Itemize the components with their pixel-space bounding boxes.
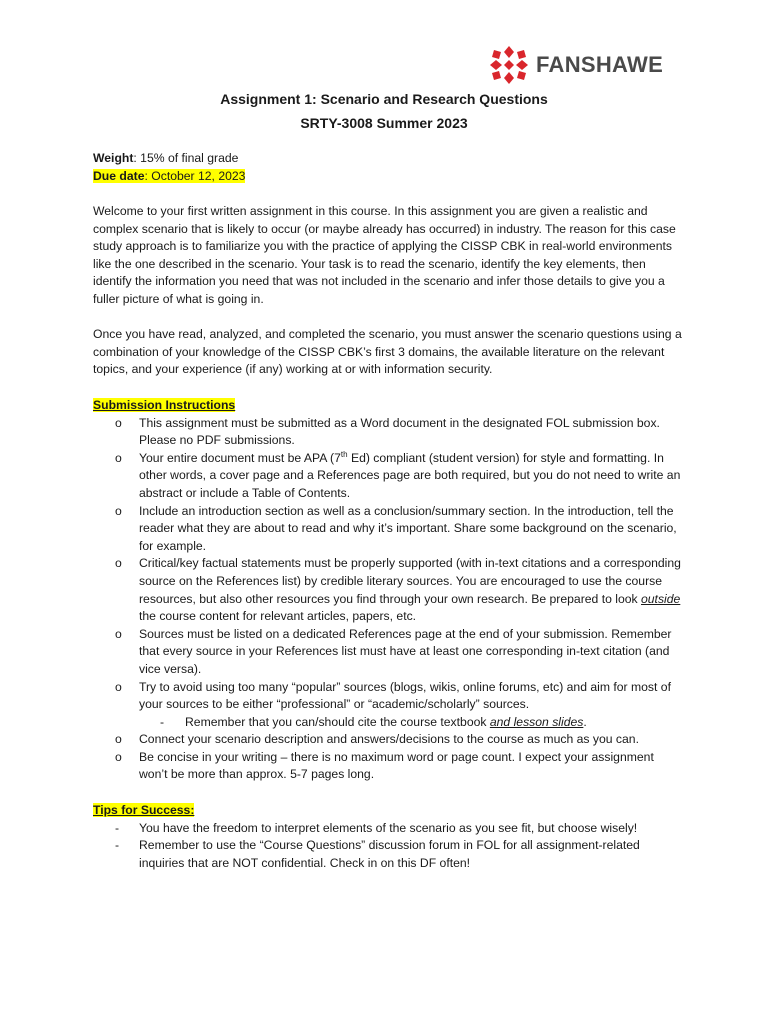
fanshawe-logo-icon bbox=[488, 44, 530, 86]
bullet-icon: o bbox=[115, 503, 122, 518]
tips-heading: Tips for Success: bbox=[93, 803, 195, 817]
list-item: - You have the freedom to interpret elements of the scenario as you see fit, but choose wisely! bbox=[93, 820, 683, 838]
tips-list bbox=[93, 820, 683, 873]
course-title: SRTY-3008 Summer 2023 bbox=[300, 115, 468, 131]
list-item: o Be concise in your writing – there is no maximum word or page count. I expect your assignment won’t be more than approx. 5-7 pages long. bbox=[115, 749, 654, 782]
submission-list bbox=[93, 415, 683, 784]
weight-value: : 15% of final grade bbox=[133, 151, 239, 165]
weight-line bbox=[93, 150, 683, 168]
fanshawe-logo-text: FANSHAWE bbox=[536, 52, 664, 78]
list-item: o Critical/key factual statements must be properly supported (with in-text citations and a corresponding source on the References list) by credible literary sources. You are encouraged to use the course resources, but also other resources you find through your own research. Be prepared to look outside the course content for relevant articles, papers, etc. bbox=[115, 556, 681, 624]
due-date-label: Due date bbox=[93, 168, 145, 183]
fanshawe-logo bbox=[488, 44, 663, 86]
list-item: o Sources must be listed on a dedicated References page at the end of your submission. Remember that every source in your References list must have at least one corresponding in-text citation (and vice versa). bbox=[115, 626, 672, 676]
meta-block bbox=[93, 150, 683, 185]
assignment-title: Assignment 1: Scenario and Research Questions bbox=[220, 91, 548, 107]
sub-list-item: - Remember that you can/should cite the course textbook and lesson slides. bbox=[93, 714, 683, 732]
dash-bullet: - bbox=[160, 714, 165, 729]
bullet-icon: o bbox=[115, 450, 122, 465]
bullet-icon: o bbox=[115, 749, 122, 764]
tips-section bbox=[93, 802, 683, 872]
bullet-icon: o bbox=[115, 415, 122, 430]
dash-bullet: - bbox=[115, 838, 120, 853]
weight-label: Weight bbox=[93, 151, 134, 165]
list-item: o This assignment must be submitted as a Word document in the designated FOL submission box. Please no PDF submissions. bbox=[115, 415, 660, 448]
list-item: o Try to avoid using too many “popular” sources (blogs, wikis, online forums, etc) and aim for most of your sources to be either “professional” or “academic/scholarly” sources. bbox=[115, 679, 671, 712]
bullet-icon: o bbox=[115, 556, 122, 571]
list-item: o Include an introduction section as well as a conclusion/summary section. In the introduction, tell the reader what they are about to read and why it’s important. Share some background on the scenario, for example. bbox=[115, 503, 677, 553]
bullet-icon: o bbox=[115, 626, 122, 641]
intro-paragraph-2: Once you have read, analyzed, and completed the scenario, you must answer the scenario questions using a combination of your knowledge of the CISSP CBK’s first 3 domains, the available literature on the relevant topics, and your experience (if any) working at or with information security. bbox=[93, 327, 682, 377]
intro-paragraph-1: Welcome to your first written assignment in this course. In this assignment you are given a realistic and complex scenario that is likely to occur (or maybe already has occurred) in industry. The reason for this case study approach is to familiarize you with the practice of applying the CISSP CBK in real-world environments like the one described in the scenario. Your task is to read the scenario, identify the key elements, then identify the information you need that was not included in the scenario and infer those details to give you a fuller picture of what is going in. bbox=[93, 204, 676, 306]
dash-bullet: - bbox=[115, 820, 120, 835]
bullet-icon: o bbox=[115, 732, 122, 747]
list-item: - Remember to use the “Course Questions” discussion forum in FOL for all assignment-related inquiries that are NOT confidential. Check in on this DF often! bbox=[115, 838, 640, 870]
due-date-value: : October 12, 2023 bbox=[144, 168, 246, 183]
submission-section bbox=[93, 397, 683, 784]
bullet-icon: o bbox=[115, 679, 122, 694]
list-item: o Connect your scenario description and answers/decisions to the course as much as you can. bbox=[93, 731, 683, 749]
submission-heading: Submission Instructions bbox=[93, 398, 236, 412]
due-date-line bbox=[93, 168, 683, 186]
list-item: o Your entire document must be APA (7th Ed) compliant (student version) for style and formatting. In other words, a cover page and a References page are both required, but you do not need to write an abstract or include a Table of Contents. bbox=[115, 449, 681, 500]
